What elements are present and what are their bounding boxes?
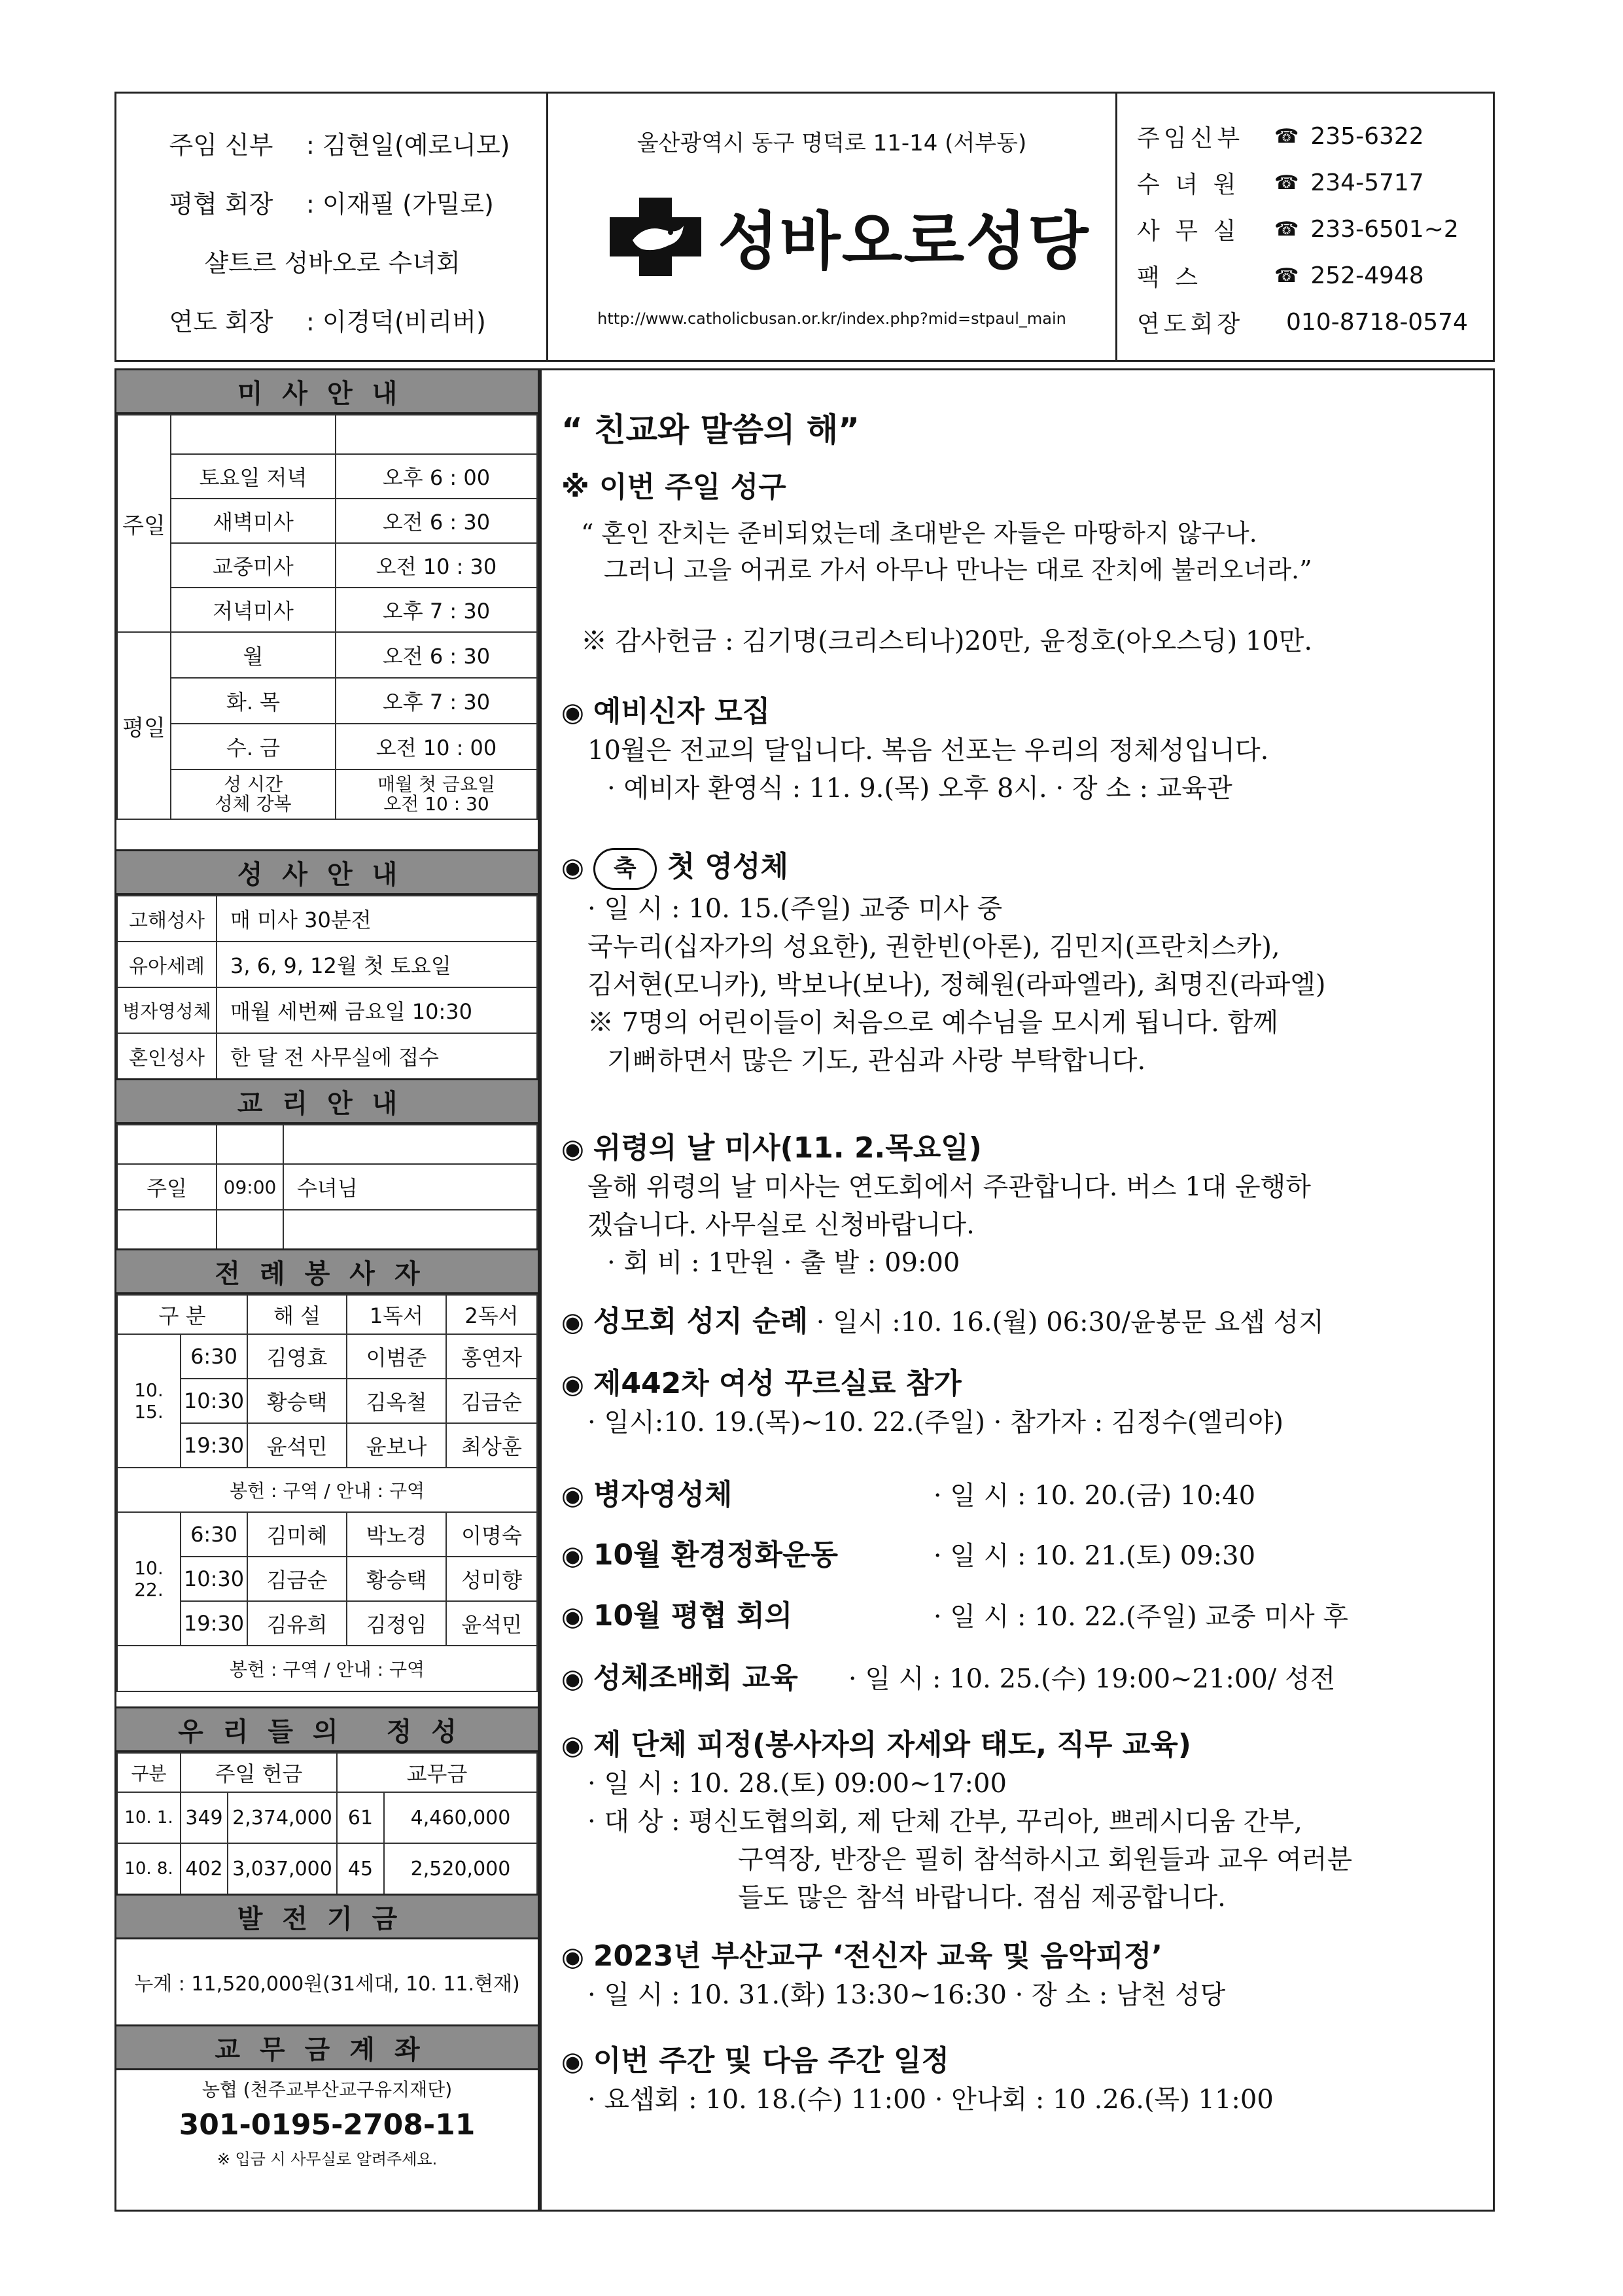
liturgy-row: 19:30 김유희 김정임 윤석민 xyxy=(117,1601,537,1646)
staff-row: 주임 신부 : 김현일(예로니모) xyxy=(169,130,510,160)
sacrament-row: 고해성사 매 미사 30분전 xyxy=(117,896,537,942)
header-contacts xyxy=(1117,94,1493,360)
notice-schedule: ◉ 이번 주간 및 다음 주간 일정 · 요셉회 : 10. 18.(수) 11:00 · 안나회 : 10 .26.(목) 11:00 xyxy=(561,2044,1274,2115)
account-box xyxy=(116,2075,538,2172)
account-section-title: 교무금계좌 xyxy=(116,2024,538,2070)
left-column xyxy=(114,368,540,2212)
liturgy-note-row: 봉헌 : 구역 / 안내 : 구역 xyxy=(117,1646,537,1691)
offering-header-row: 구분 주일 헌금 교무금 xyxy=(117,1753,537,1792)
bullet-icon: ◉ xyxy=(561,1307,584,1337)
mass-row: 평일 월 오전 6 : 30 xyxy=(117,632,537,678)
header-title-block xyxy=(548,94,1117,360)
liturgy-row: 10. 15. 6:30 김영효 이범준 홍연자 xyxy=(117,1334,537,1379)
bullet-icon: ◉ xyxy=(561,1731,584,1761)
liturgy-row: 19:30 윤석민 윤보나 최상훈 xyxy=(117,1423,537,1468)
bullet-icon: ◉ xyxy=(561,2047,584,2077)
bullet-icon: ◉ xyxy=(561,853,584,883)
sacraments-section-title: 성사안내 xyxy=(116,849,538,895)
contact-row: 연도회장 010-8718-0574 xyxy=(1137,309,1468,338)
contact-row: 수 녀 원 ☎ 234-5717 xyxy=(1137,169,1424,198)
weekday-label: 평일 xyxy=(117,632,171,819)
dove-cross-icon xyxy=(606,194,705,279)
contact-row: 팩 스 ☎ 252-4948 xyxy=(1137,262,1424,291)
mass-row: 화. 목 오후 7 : 30 xyxy=(117,678,537,724)
liturgy-row: 10:30 황승택 김옥철 김금순 xyxy=(117,1379,537,1423)
church-name: 성바오로성당 xyxy=(718,205,1090,278)
sacraments-table xyxy=(116,895,538,1080)
mass-row: 수. 금 오전 10 : 00 xyxy=(117,724,537,769)
phone-icon: ☎ xyxy=(1274,264,1299,287)
phone-icon: ☎ xyxy=(1274,218,1299,241)
catechism-row: 주일 09:00 수녀님 xyxy=(117,1164,537,1210)
church-logo xyxy=(581,192,1115,281)
right-column xyxy=(540,368,1495,2212)
verse-line: 그러니 고을 어귀로 가서 아무나 만나는 대로 잔치에 불러오너라.” xyxy=(604,556,1312,584)
staff-row: 평협 회장 : 이재필 (가밀로) xyxy=(169,189,494,219)
verse-title: ※ 이번 주일 성구 xyxy=(561,470,786,504)
catechism-section-title: 교리안내 xyxy=(116,1078,538,1124)
sacrament-row: 유아세례 3, 6, 9, 12월 첫 토요일 xyxy=(117,942,537,987)
liturgy-note-row: 봉헌 : 구역 / 안내 : 구역 xyxy=(117,1468,537,1512)
year-theme: “ 친교와 말씀의 해” xyxy=(561,411,860,449)
phone-icon: ☎ xyxy=(1274,171,1299,194)
thanks-offering: ※ 감사헌금 : 김기명(크리스티나)20만, 윤정호(아오스딩) 10만. xyxy=(581,626,1313,656)
liturgy-section-title: 전례봉사자 xyxy=(116,1248,538,1294)
liturgy-row: 10:30 김금순 황승택 성미향 xyxy=(117,1557,537,1601)
offering-table xyxy=(116,1752,538,1895)
offering-row: 10. 8. 402 3,037,000 45 2,520,000 xyxy=(117,1843,537,1894)
fund-total: 누계 : 11,520,000원(31세대, 10. 11.현재) xyxy=(134,1973,520,1996)
bullet-icon: ◉ xyxy=(561,1369,584,1400)
mass-row: 성 시간 성체 강복 매월 첫 금요일 오전 10 : 30 xyxy=(117,769,537,819)
liturgy-header-row: 구 분 해 설 1독서 2독서 xyxy=(117,1295,537,1334)
sacrament-row: 병자영성체 매월 세번째 금요일 10:30 xyxy=(117,987,537,1033)
verse-line: “ 혼인 잔치는 준비되었는데 초대받은 자들은 마땅하지 않구나. xyxy=(581,519,1257,548)
catechism-table xyxy=(116,1124,538,1250)
account-note: ※ 입금 시 사무실로 알려주세요. xyxy=(217,2150,438,2168)
church-address: 울산광역시 동구 명덕로 11-14 (서부동) xyxy=(637,130,1027,156)
staff-row: 연도 회장 : 이경덕(비리버) xyxy=(169,307,486,336)
mass-row: 저녁미사 오후 7 : 30 xyxy=(117,588,537,632)
liturgy-row: 10. 22. 6:30 김미혜 박노경 이명숙 xyxy=(117,1512,537,1557)
header-box xyxy=(114,92,1495,362)
bullet-icon: ◉ xyxy=(561,1602,584,1632)
bullet-icon: ◉ xyxy=(561,1664,584,1694)
offering-row: 10. 1. 349 2,374,000 61 4,460,000 xyxy=(117,1792,537,1843)
notice-pilgrimage: ◉ 성모회 성지 순례 · 일시 :10. 16.(월) 06:30/윤봉문 요셉 성지 xyxy=(561,1305,1324,1338)
notice-diocese-education: ◉ 2023년 부산교구 ‘전신자 교육 및 음악피정’ · 일 시 : 10. 31.(화) 13:30~16:30 · 장 소 : 남천 성당 xyxy=(561,1939,1226,2010)
bullet-icon: ◉ xyxy=(561,1481,584,1511)
bullet-icon: ◉ xyxy=(561,698,584,728)
notice-all-souls-mass: ◉ 위령의 날 미사(11. 2.목요일) 올해 위령의 날 미사는 연도회에서 주관합니다. 버스 1대 운행하 겠습니다. 사무실로 신청바랍니다. · 회 비 : 1만원 · 출 발 : 09:00 xyxy=(561,1131,1311,1278)
bullet-icon: ◉ xyxy=(561,1134,584,1164)
church-url[interactable]: http://www.catholicbusan.or.kr/index.php?mid=stpaul_main xyxy=(597,309,1066,328)
contact-row: 사 무 실 ☎ 233-6501~2 xyxy=(1137,216,1459,245)
mass-row: 토요일 저녁 오후 6 : 00 xyxy=(117,454,537,499)
notice-first-communion: ◉ 축 첫 영성체 · 일 시 : 10. 15.(주일) 교중 미사 중 국누리(십자가의 성요한), 권한빈(아론), 김민지(프란치스카), 김서현(모니카), 박보나(보나), 정혜원(라파엘라), 최명진(라파엘) ※ 7명의 어린이들이 처음으로 예수님을 모시게 됩니다. 함께 기뻐하면서 많은 기도, 관심과 사랑 부탁합니다. xyxy=(561,848,1480,1080)
notice-adoration-education: ◉ 성체조배회 교육 · 일 시 : 10. 25.(수) 19:00~21:00/ 성전 xyxy=(561,1661,1336,1695)
header-staff xyxy=(116,94,548,360)
notice-sick-communion: ◉ 병자영성체 · 일 시 : 10. 20.(금) 10:40 xyxy=(561,1478,1256,1511)
staff-row: 샬트르 성바오로 수녀회 xyxy=(204,248,461,277)
mass-row: 교중미사 오전 10 : 30 xyxy=(117,543,537,588)
phone-icon: ☎ xyxy=(1274,125,1299,148)
notice-cursillo: ◉ 제442차 여성 꾸르실료 참가 · 일시:10. 19.(목)~10. 22.(주일) · 참가자 : 김정수(엘리야) xyxy=(561,1367,1283,1438)
mass-row: 새벽미사 오전 6 : 30 xyxy=(117,499,537,543)
bullet-icon: ◉ xyxy=(561,1541,584,1571)
mass-section-title: 미사안내 xyxy=(116,368,538,414)
account-number: 301-0195-2708-11 xyxy=(179,2108,476,2142)
notice-council-meeting: ◉ 10월 평협 회의 · 일 시 : 10. 22.(주일) 교중 미사 후 xyxy=(561,1599,1349,1633)
sacrament-row: 혼인성사 한 달 전 사무실에 접수 xyxy=(117,1033,537,1079)
account-bank: 농협 (천주교부산교구유지재단) xyxy=(201,2079,453,2100)
bullet-icon: ◉ xyxy=(561,1942,584,1972)
liturgy-table xyxy=(116,1294,538,1692)
offering-section-title: 우리들의 정성 xyxy=(116,1706,538,1752)
celebration-badge-icon: 축 xyxy=(593,848,657,890)
notice-retreat: ◉ 제 단체 피정(봉사자의 자세와 태도, 직무 교육) · 일 시 : 10. 28.(토) 09:00~17:00 · 대 상 : 평신도협의회, 제 단체 간부, 꾸리아, 쁘레시디움 간부, 구역장, 반장은 필히 참석하시고 회원들과 교우 여러분 들도 많은 참석 바랍니다. 점심 제공합니다. xyxy=(561,1728,1353,1913)
mass-table xyxy=(116,414,538,820)
fund-section-title: 발전기금 xyxy=(116,1894,538,1939)
notice-catechumen: ◉ 예비신자 모집 10월은 전교의 달입니다. 복음 선포는 우리의 정체성입니다. · 예비자 환영식 : 11. 9.(목) 오후 8시. · 장 소 : 교육관 xyxy=(561,695,1269,804)
sunday-label: 주일 xyxy=(117,415,171,632)
notice-cleanup: ◉ 10월 환경정화운동 · 일 시 : 10. 21.(토) 09:30 xyxy=(561,1538,1256,1572)
contact-row: 주임신부 ☎ 235-6322 xyxy=(1137,123,1424,152)
